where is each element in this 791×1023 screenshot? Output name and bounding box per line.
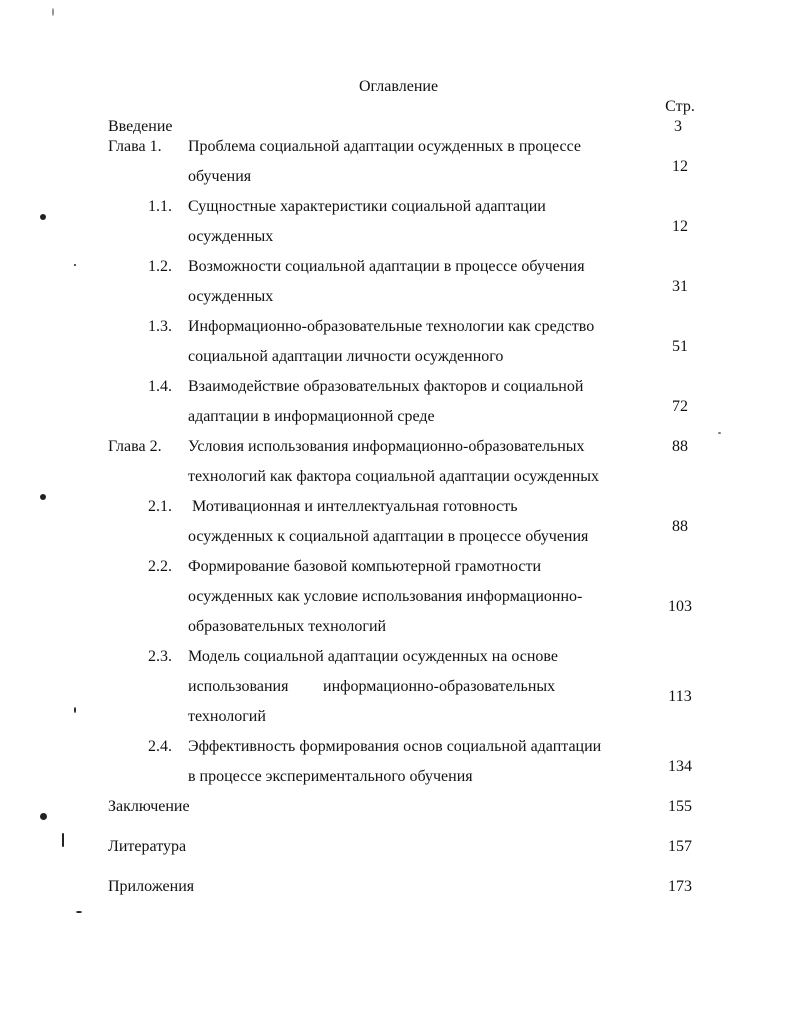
- toc-chapter-1-title-line2: обучения: [188, 168, 252, 185]
- toc-section-1-4-line2: адаптации в информационной среде: [188, 408, 435, 425]
- toc-chapter-1-title-line1: Проблема социальной адаптации осужденных в процессе: [188, 138, 581, 155]
- toc-section-1-1-line1: Сущностные характеристики социальной адаптации: [188, 198, 546, 215]
- toc-section-2-3-line3: технологий: [188, 708, 266, 725]
- toc-section-2-3-line2-part2: информационно-образовательных: [323, 678, 556, 695]
- toc-chapter-2-page: 88: [672, 438, 688, 455]
- toc-section-1-3-number: 1.3.: [148, 318, 172, 335]
- toc-section-1-1-line2: осужденных: [188, 228, 274, 245]
- toc-literature-label: Литература: [108, 838, 187, 855]
- toc-section-1-4-number: 1.4.: [148, 378, 172, 395]
- toc-section-2-4-line2: в процессе экспериментального обучения: [188, 768, 473, 785]
- toc-section-2-2-line1: Формирование базовой компьютерной грамотности: [188, 558, 542, 575]
- toc-section-2-4-number: 2.4.: [148, 738, 172, 755]
- toc-conclusion-page: 155: [668, 798, 692, 815]
- toc-chapter-1-label: Глава 1.: [108, 138, 162, 155]
- toc-literature-page: 157: [668, 838, 692, 855]
- scan-speck: [52, 8, 54, 16]
- toc-section-2-2-line3: образовательных технологий: [188, 618, 387, 635]
- toc-section-1-2-page: 31: [672, 278, 688, 295]
- toc-section-2-4-line1: Эффективность формирования основ социальной адаптации: [188, 738, 602, 755]
- toc-section-1-4-page: 72: [672, 398, 688, 415]
- scan-speck: [40, 494, 46, 500]
- toc-chapter-1-page: 12: [672, 158, 688, 175]
- toc-section-1-4-line1: Взаимодействие образовательных факторов и социальной: [188, 378, 584, 395]
- toc-section-2-2-page: 103: [668, 598, 692, 615]
- toc-section-2-4-page: 134: [668, 758, 692, 775]
- toc-appendix-page: 173: [668, 878, 692, 895]
- scan-speck: [40, 214, 46, 220]
- page-column-header: Стр.: [665, 98, 695, 115]
- scan-speck: [76, 911, 82, 913]
- toc-section-1-1-number: 1.1.: [148, 198, 172, 215]
- toc-section-2-3-page: 113: [668, 688, 692, 705]
- toc-section-2-1-number: 2.1.: [148, 498, 172, 515]
- toc-chapter-2-title-line1: Условия использования информационно-образовательных: [188, 438, 585, 455]
- toc-intro-page: 3: [674, 118, 682, 135]
- toc-section-2-1-line2: осужденных к социальной адаптации в процессе обучения: [188, 528, 589, 545]
- toc-section-2-1-line1: Мотивационная и интеллектуальная готовность: [192, 498, 518, 515]
- toc-title: Оглавление: [359, 78, 439, 95]
- scan-speck: [74, 264, 76, 266]
- toc-section-1-1-page: 12: [672, 218, 688, 235]
- toc-section-2-3-line1: Модель социальной адаптации осужденных на основе: [188, 648, 558, 665]
- scan-speck: [74, 707, 76, 713]
- toc-intro-label: Введение: [108, 118, 173, 135]
- toc-section-1-3-line2: социальной адаптации личности осужденного: [188, 348, 504, 365]
- toc-section-1-3-line1: Информационно-образовательные технологии как средство: [188, 318, 595, 335]
- toc-section-1-2-line1: Возможности социальной адаптации в процессе обучения: [188, 258, 585, 275]
- toc-chapter-2-label: Глава 2.: [108, 438, 162, 455]
- toc-conclusion-label: Заключение: [108, 798, 190, 815]
- toc-section-2-2-line2: осужденных как условие использования информационно-: [188, 588, 583, 605]
- toc-section-2-3-line2-part1: использования: [188, 678, 289, 695]
- toc-section-2-1-page: 88: [672, 518, 688, 535]
- scan-speck: [62, 833, 64, 847]
- scan-speck: [40, 813, 47, 820]
- toc-appendix-label: Приложения: [108, 878, 195, 895]
- toc-section-1-2-number: 1.2.: [148, 258, 172, 275]
- toc-section-2-3-number: 2.3.: [148, 648, 172, 665]
- toc-section-2-2-number: 2.2.: [148, 558, 172, 575]
- scan-speck: [718, 432, 721, 434]
- toc-section-1-3-page: 51: [672, 338, 688, 355]
- toc-chapter-2-title-line2: технологий как фактора социальной адаптации осужденных: [188, 468, 600, 485]
- toc-section-1-2-line2: осужденных: [188, 288, 274, 305]
